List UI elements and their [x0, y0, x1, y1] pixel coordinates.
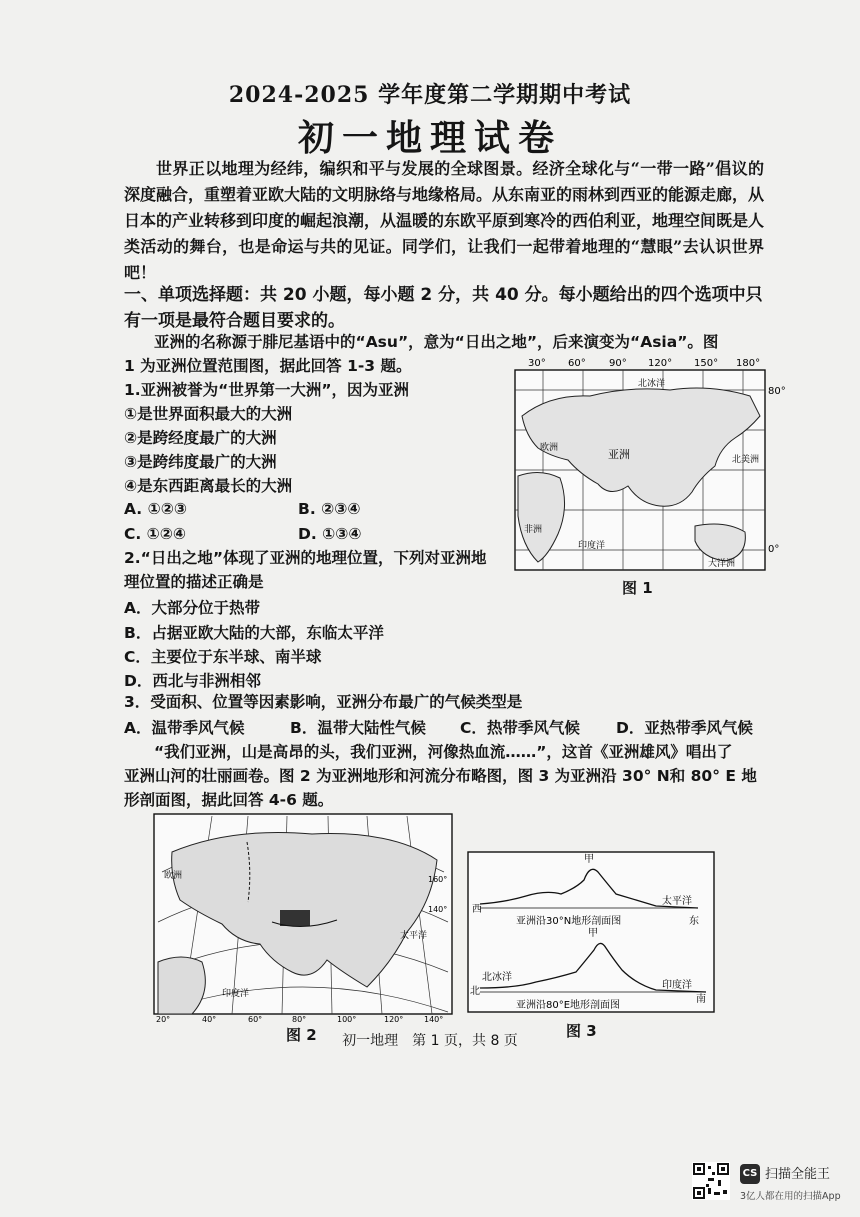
q1-option-d[interactable]: D. ①③④: [298, 525, 362, 543]
q3-option-d[interactable]: D．亚热带季风气候: [616, 719, 753, 737]
fig2-lon-80: 80°: [292, 1015, 307, 1022]
fig1-lon-90: 90°: [609, 358, 627, 369]
q1-stem: 1.亚洲被誉为“世界第一大洲”，因为亚洲: [124, 381, 410, 399]
q2-option-b[interactable]: B．占据亚欧大陆的大部，东临太平洋: [124, 624, 384, 642]
material-1-line-1: 亚洲的名称源于腓尼基语中的“Asu”，意为“日出之地”，后来演变为“Asia”。图: [154, 333, 719, 351]
q2-option-c[interactable]: C．主要位于东半球、南半球: [124, 648, 322, 666]
figure-2-asia-terrain-rivers-map: [152, 812, 454, 1022]
fig1-lon-30: 30°: [528, 358, 546, 369]
fig1-label-oceania: 大洋洲: [708, 559, 736, 569]
fig1-lon-180: 180°: [736, 358, 761, 369]
figure-3-terrain-profiles: [466, 850, 716, 1015]
fig2-label-indian-ocean: 印度洋: [222, 989, 250, 999]
figure-1-asia-location-map: [510, 356, 790, 578]
fig1-label-europe: 欧洲: [540, 443, 559, 453]
section-1-title: 一、单项选择题：共 20 小题，每小题 2 分，共 40 分。每小题给出的四个选项中只有一项是最符合题目要求的。: [124, 285, 763, 331]
q3-option-a[interactable]: A．温带季风气候: [124, 719, 245, 737]
q1-item-2: ②是跨经度最广的大洲: [124, 429, 277, 447]
material-2-line-2: 亚洲山河的壮丽画卷。图 2 为亚洲地形和河流分布略图，图 3 为亚洲沿 30° N和 80° E 地: [124, 767, 757, 785]
figure-3-caption: 图 3: [566, 1022, 597, 1040]
exam-title: 2024-2025 学年度第二学期期中考试: [228, 82, 632, 108]
fig2-lon-120: 120°: [384, 1015, 404, 1022]
fig2-lat-140: 140°: [428, 905, 448, 914]
q1-item-1: ①是世界面积最大的大洲: [124, 405, 293, 423]
q3-stem: 3．受面积、位置等因素影响，亚洲分布最广的气候类型是: [124, 693, 523, 711]
fig2-lat-160: 160°: [428, 875, 448, 884]
fig3-p2-south: 南: [696, 994, 706, 1005]
fig3-p1-label: 亚洲沿30°N地形剖面图: [516, 916, 622, 927]
figure-2-caption: 图 2: [286, 1026, 317, 1044]
fig3-p2-peak: 甲: [588, 928, 598, 939]
material-2-line-3: 形剖面图，据此回答 4-6 题。: [124, 791, 334, 809]
intro-paragraph: 世界正以地理为经纬，编织和平与发展的全球图景。经济全球化与“一带一路”倡议的深度融合，重塑着亚欧大陆的文明脉络与地缘格局。从东南亚的雨林到西亚的能源走廊，从日本的产业转移到印度的崛起浪潮，从温暖的东欧平原到寒冷的西伯利亚，地理空间既是人类活动的舞台，也是命运与共的见证。同学们，让我们一起带着地理的“慧眼”去认识世界吧！: [124, 159, 765, 282]
scanner-app-tagline: 3亿人都在用的扫描App: [740, 1191, 841, 1202]
fig2-label-pacific: 太平洋: [400, 931, 428, 941]
fig1-label-arctic: 北冰洋: [638, 379, 666, 389]
q1-option-c[interactable]: C. ①②④: [124, 525, 187, 543]
fig1-lon-150: 150°: [694, 358, 719, 369]
fig1-label-north-america: 北美洲: [732, 455, 760, 465]
q3-option-b[interactable]: B．温带大陆性气候: [290, 719, 426, 737]
q2-stem-line-1: 2.“日出之地”体现了亚洲的地理位置，下列对亚洲地: [124, 549, 487, 567]
fig3-p2-indian-ocean: 印度洋: [662, 980, 692, 991]
fig1-lat-80: 80°: [768, 386, 786, 397]
fig2-lon-140: 140°: [424, 1015, 444, 1022]
fig3-p2-arctic-ocean: 北冰洋: [482, 972, 512, 983]
q1-item-3: ③是跨纬度最广的大洲: [124, 453, 277, 471]
fig2-lon-60: 60°: [248, 1015, 263, 1022]
subject-title: 初一地理试卷: [297, 117, 562, 159]
qr-code-icon: [692, 1162, 730, 1200]
fig1-lon-120: 120°: [648, 358, 673, 369]
page-footer: 初一地理 第 1 页，共 8 页: [342, 1033, 518, 1049]
fig2-lon-40: 40°: [202, 1015, 217, 1022]
fig1-label-africa: 非洲: [524, 525, 543, 535]
fig2-label-europe: 欧洲: [164, 871, 183, 881]
fig3-p1-peak: 甲: [584, 854, 594, 865]
camscanner-logo-icon: CS: [740, 1164, 760, 1184]
fig3-p1-ocean: 太平洋: [662, 896, 692, 907]
fig2-lon-100: 100°: [337, 1015, 357, 1022]
fig1-lat-0: 0°: [768, 544, 780, 555]
fig3-p2-north: 北: [470, 986, 480, 997]
material-1-line-2: 1 为亚洲位置范围图，据此回答 1-3 题。: [124, 357, 412, 375]
fig3-p1-east: 东: [689, 916, 699, 927]
q1-item-4: ④是东西距离最长的大洲: [124, 477, 293, 495]
q1-option-a[interactable]: A. ①②③: [124, 500, 187, 518]
q2-stem-line-2: 理位置的描述正确是: [124, 573, 264, 591]
fig2-lon-20: 20°: [156, 1015, 171, 1022]
q3-option-c[interactable]: C．热带季风气候: [460, 719, 580, 737]
fig1-label-indian-ocean: 印度洋: [578, 541, 606, 551]
fig3-p2-label: 亚洲沿80°E地形剖面图: [516, 1000, 621, 1011]
fig1-lon-60: 60°: [568, 358, 586, 369]
q1-option-b[interactable]: B. ②③④: [298, 500, 361, 518]
figure-1-caption: 图 1: [622, 579, 653, 597]
q2-option-a[interactable]: A．大部分位于热带: [124, 599, 260, 617]
material-2-line-1: “我们亚洲，山是高昂的头，我们亚洲，河像热血流……”，这首《亚洲雄风》唱出了: [154, 743, 733, 761]
q2-option-d[interactable]: D．西北与非洲相邻: [124, 672, 261, 690]
scanner-app-name: 扫描全能王: [765, 1167, 831, 1182]
fig1-label-asia: 亚洲: [608, 448, 630, 461]
fig3-p1-west: 西: [472, 904, 482, 915]
